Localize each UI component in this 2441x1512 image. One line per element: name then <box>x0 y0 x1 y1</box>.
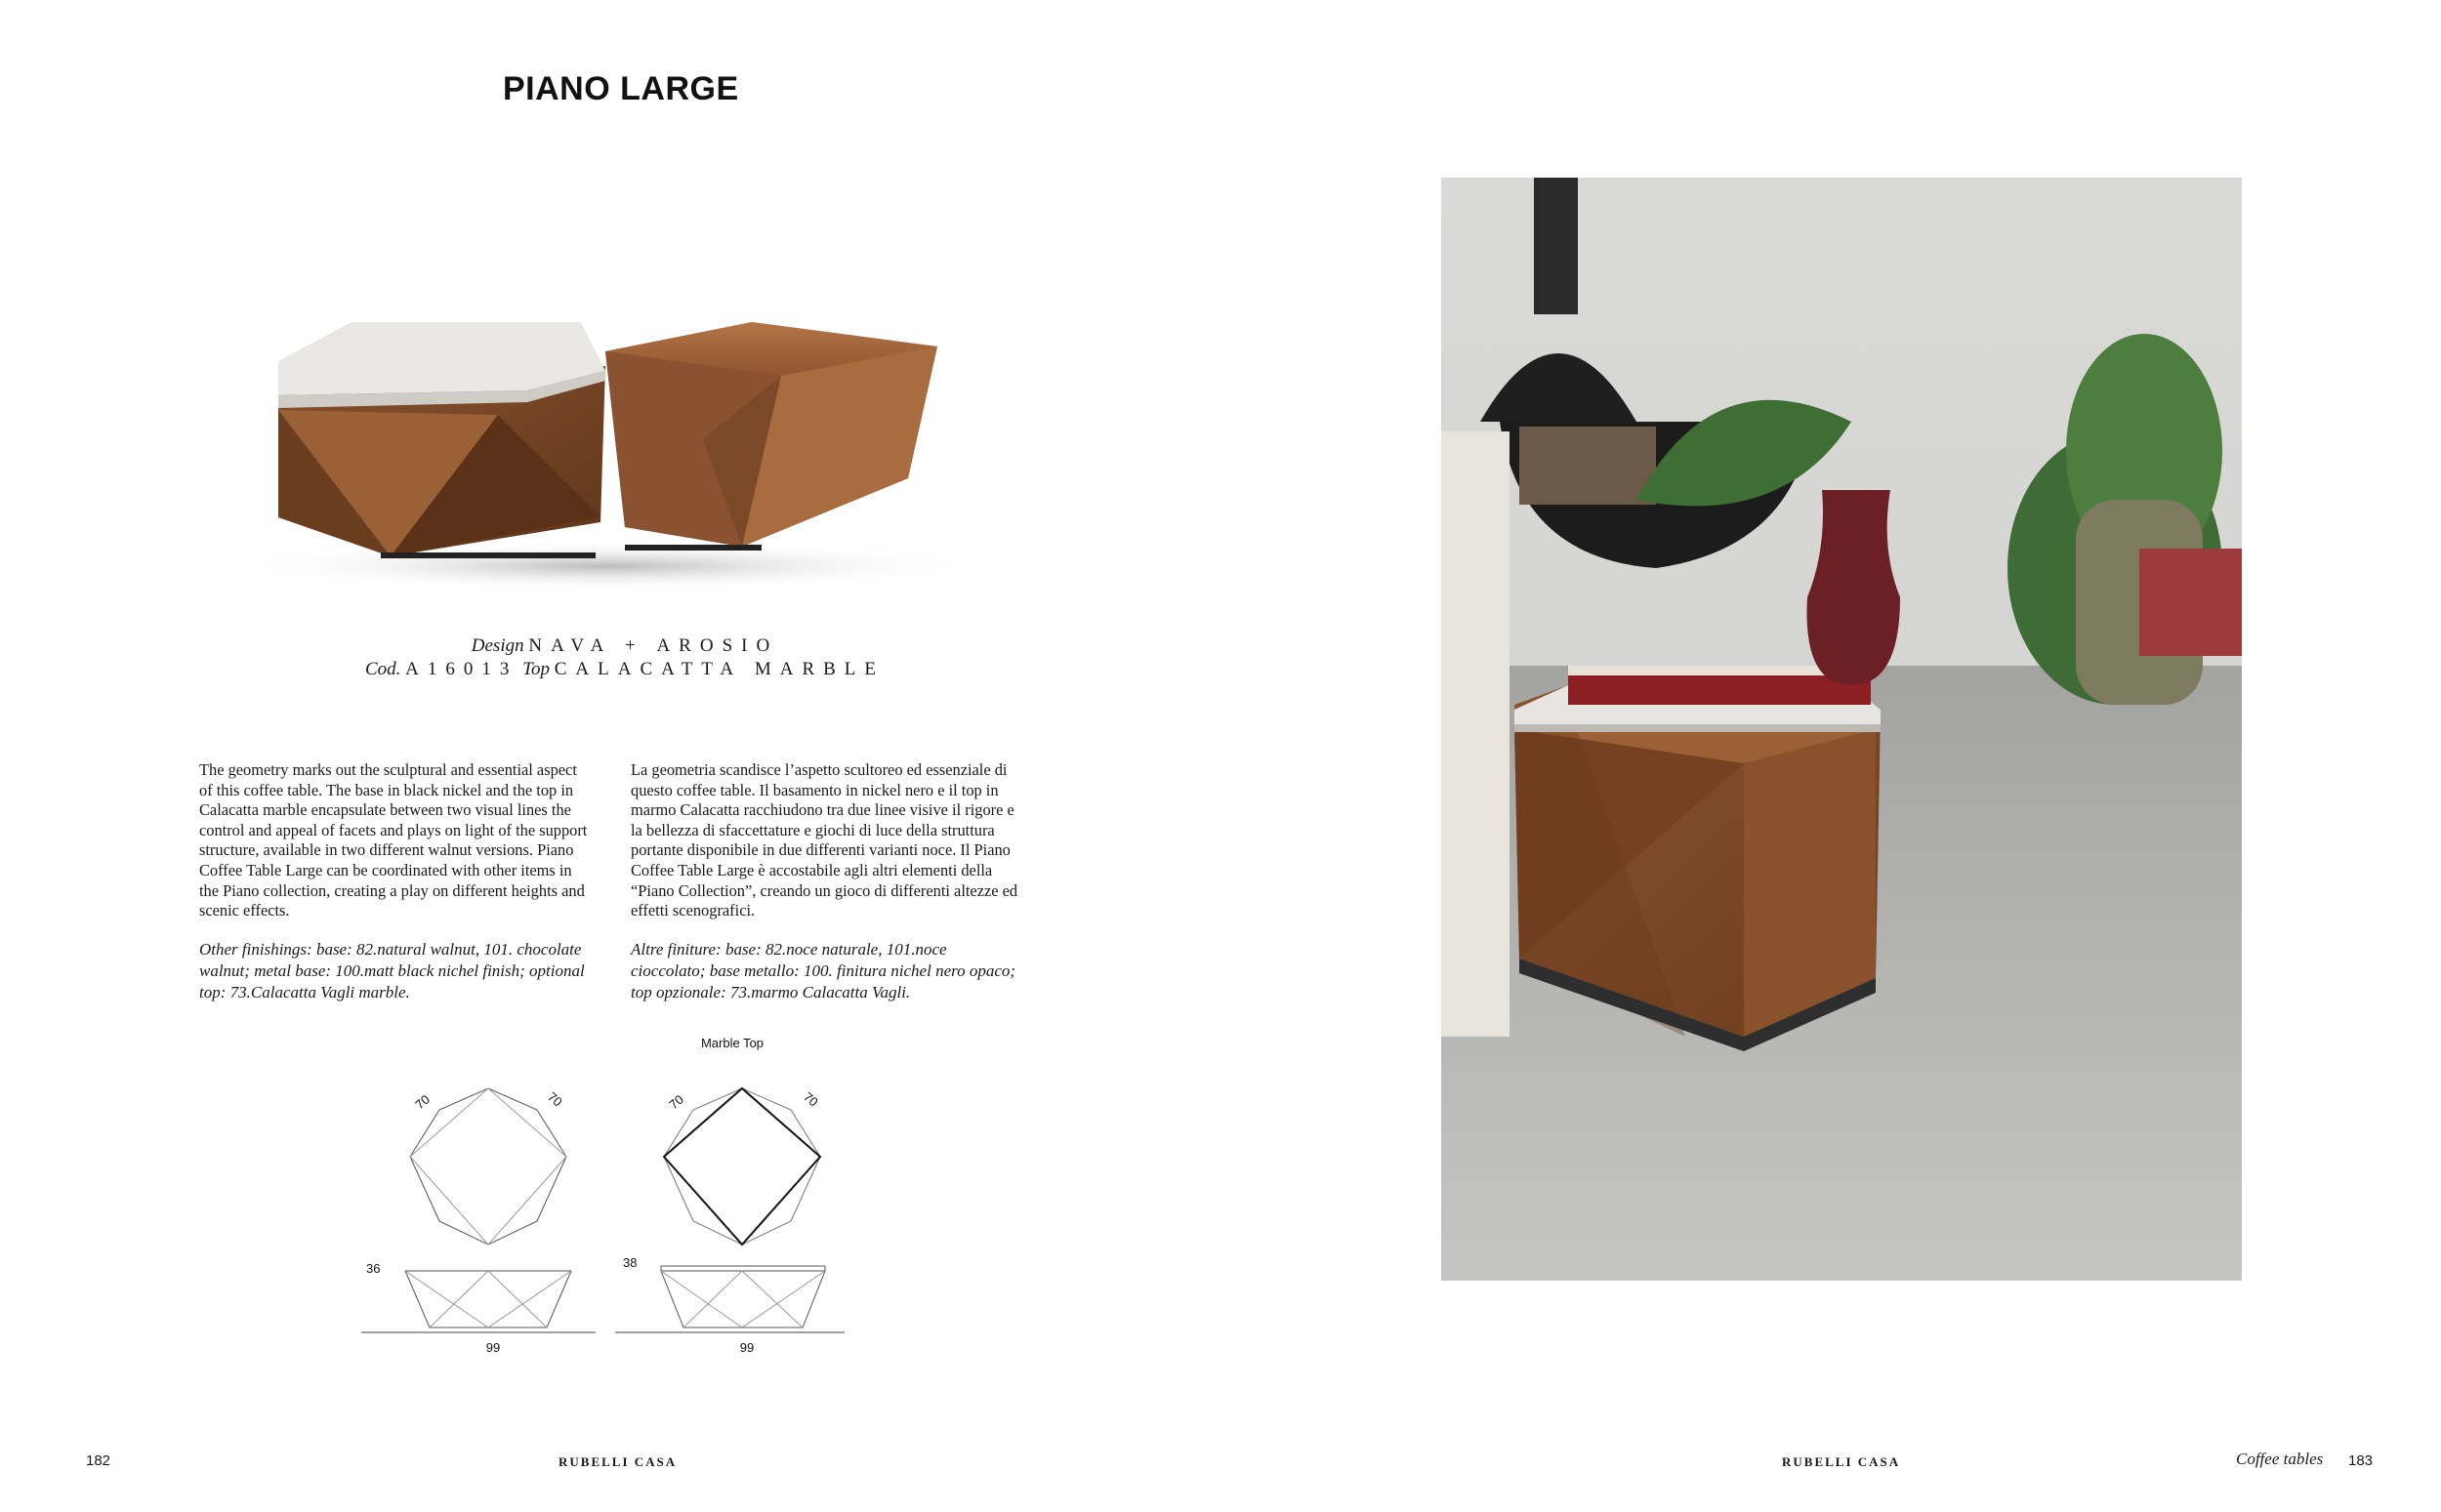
designer-line <box>293 634 957 658</box>
left-height-label: 36 <box>366 1261 381 1276</box>
right-dim-c: 70 <box>666 1091 687 1113</box>
right-octagon-plan <box>664 1088 820 1245</box>
left-width-label: 99 <box>485 1340 501 1355</box>
left-dim-a: 70 <box>412 1091 434 1113</box>
code-label: Cod. <box>364 659 401 679</box>
right-side-elevation <box>661 1271 825 1328</box>
italian-description: La geometria scandisce l’aspetto scultoreo ed essenziale di questo coffee table. Il basamento in nickel nero e il top in marmo Calacatta racchiudono tra due linee visive il rigore e la bellezza di sfaccettature e giochi di luce della struttura portante disponibile in due differenti varianti noce. Il Piano Coffee Table Large è accostabile agli altri elementi della “Piano Collection”, creando un gioco di differenti altezze ed effetti scenografici. <box>631 760 1018 920</box>
english-description: The geometry marks out the sculptural and essential aspect of this coffee table. The base in black nickel and the top in Calacatta marble encapsulate between two visual lines the control and appeal of facets and plays on light of the support structure, available in two different walnut versions. Piano Coffee Table Large can be coordinated with other items in the Piano collection, creating a play on different heights and scenic effects. <box>199 760 588 920</box>
english-text-column <box>199 760 590 1021</box>
top-label: Top <box>522 659 550 679</box>
design-label: Design <box>471 635 524 656</box>
right-dim-d: 70 <box>801 1088 821 1110</box>
left-inner-square <box>410 1088 566 1245</box>
code-value: A16013 <box>405 659 518 679</box>
left-page-number: 182 <box>86 1452 111 1469</box>
right-marble-square <box>664 1088 820 1245</box>
right-width-label: 99 <box>739 1340 755 1355</box>
right-page-number: 183 <box>2348 1452 2374 1469</box>
code-line <box>293 658 957 681</box>
designer-name: NAVA + AROSIO <box>528 635 779 656</box>
italian-text-column <box>631 760 1021 1021</box>
english-finishings: Other finishings: base: 82.natural walnut, 101. chocolate walnut; metal base: 100.matt black nichel finish; optional top: 73.Calacatta Vagli marble. <box>199 939 585 1001</box>
left-side-elevation <box>405 1271 571 1328</box>
italian-finishings: Altre finiture: base: 82.noce naturale, 101.noce cioccolato; base metallo: 100. finitura nichel nero opaco; top opzionale: 73.marmo Calacatta Vagli. <box>631 939 1016 1001</box>
left-octagon-plan <box>410 1088 566 1245</box>
marble-top-label: Marble Top <box>700 1036 765 1050</box>
right-height-label: 38 <box>623 1255 638 1270</box>
lifestyle-photo <box>1441 178 2242 1281</box>
section-label: Coffee tables <box>2236 1450 2324 1468</box>
technical-drawings <box>352 1030 869 1362</box>
left-brand: RUBELLI CASA <box>559 1454 678 1469</box>
left-dim-b: 70 <box>545 1088 565 1110</box>
top-value: CALACATTA MARBLE <box>554 659 886 679</box>
page-title: PIANO LARGE <box>503 70 739 107</box>
design-credits <box>293 634 957 681</box>
product-photo <box>234 322 976 605</box>
right-brand: RUBELLI CASA <box>1782 1454 1901 1469</box>
